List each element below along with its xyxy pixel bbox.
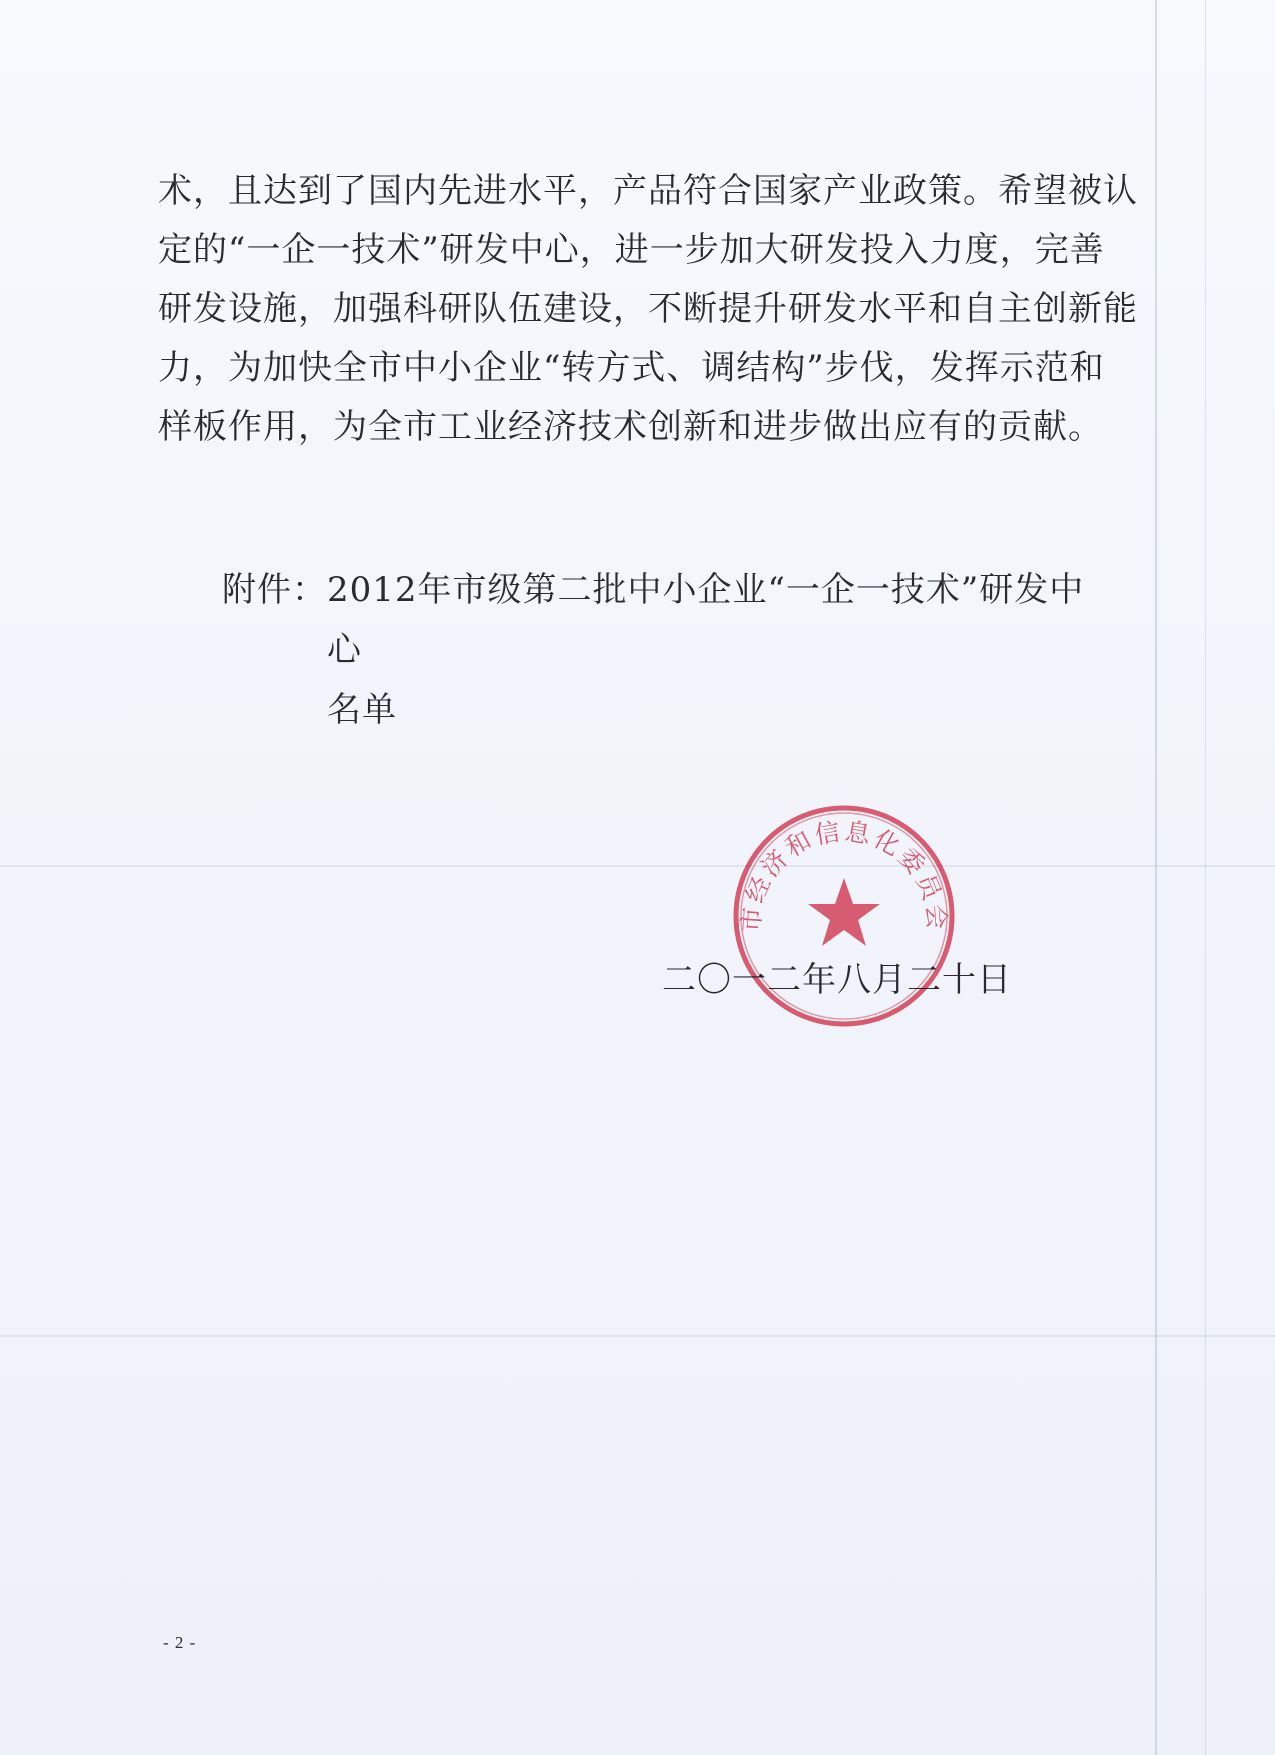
body-line: 力，为加快全市中小企业“转方式、调结构”步伐，发挥示范和 (158, 348, 1105, 388)
seal-star-icon (808, 878, 880, 946)
attachment-title: 2012年市级第二批中小企业“一企一技术”研发中心 (327, 570, 1085, 670)
attachment-label: 附件： (222, 570, 327, 610)
body-line: 定的“一企一技术”研发中心，进一步加大研发投入力度，完善 (158, 230, 1105, 270)
page-number: - 2 - (163, 1633, 197, 1652)
attachment-title-cont: 名单 (327, 690, 397, 730)
paper-fold (0, 1335, 1275, 1337)
seal-ring-text-path: 市经济和信息化委员会 (736, 816, 952, 934)
attachment-content (327, 560, 1087, 740)
attachment-note (222, 560, 1087, 740)
body-paragraph (158, 162, 1138, 457)
paper-fold (0, 865, 1275, 867)
body-line: 样板作用，为全市工业经济技术创新和进步做出应有的贡献。 (158, 407, 1103, 447)
body-line: 研发设施，加强科研队伍建设，不断提升研发水平和自主创新能 (158, 289, 1138, 329)
body-line: 术，且达到了国内先进水平，产品符合国家产业政策。希望被认 (158, 171, 1138, 211)
sheet-edge (1155, 0, 1157, 1755)
document-date: 二〇一二年八月二十日 (662, 960, 1012, 1000)
official-seal-stamp (728, 800, 960, 1032)
sheet-edge (1205, 0, 1206, 1755)
